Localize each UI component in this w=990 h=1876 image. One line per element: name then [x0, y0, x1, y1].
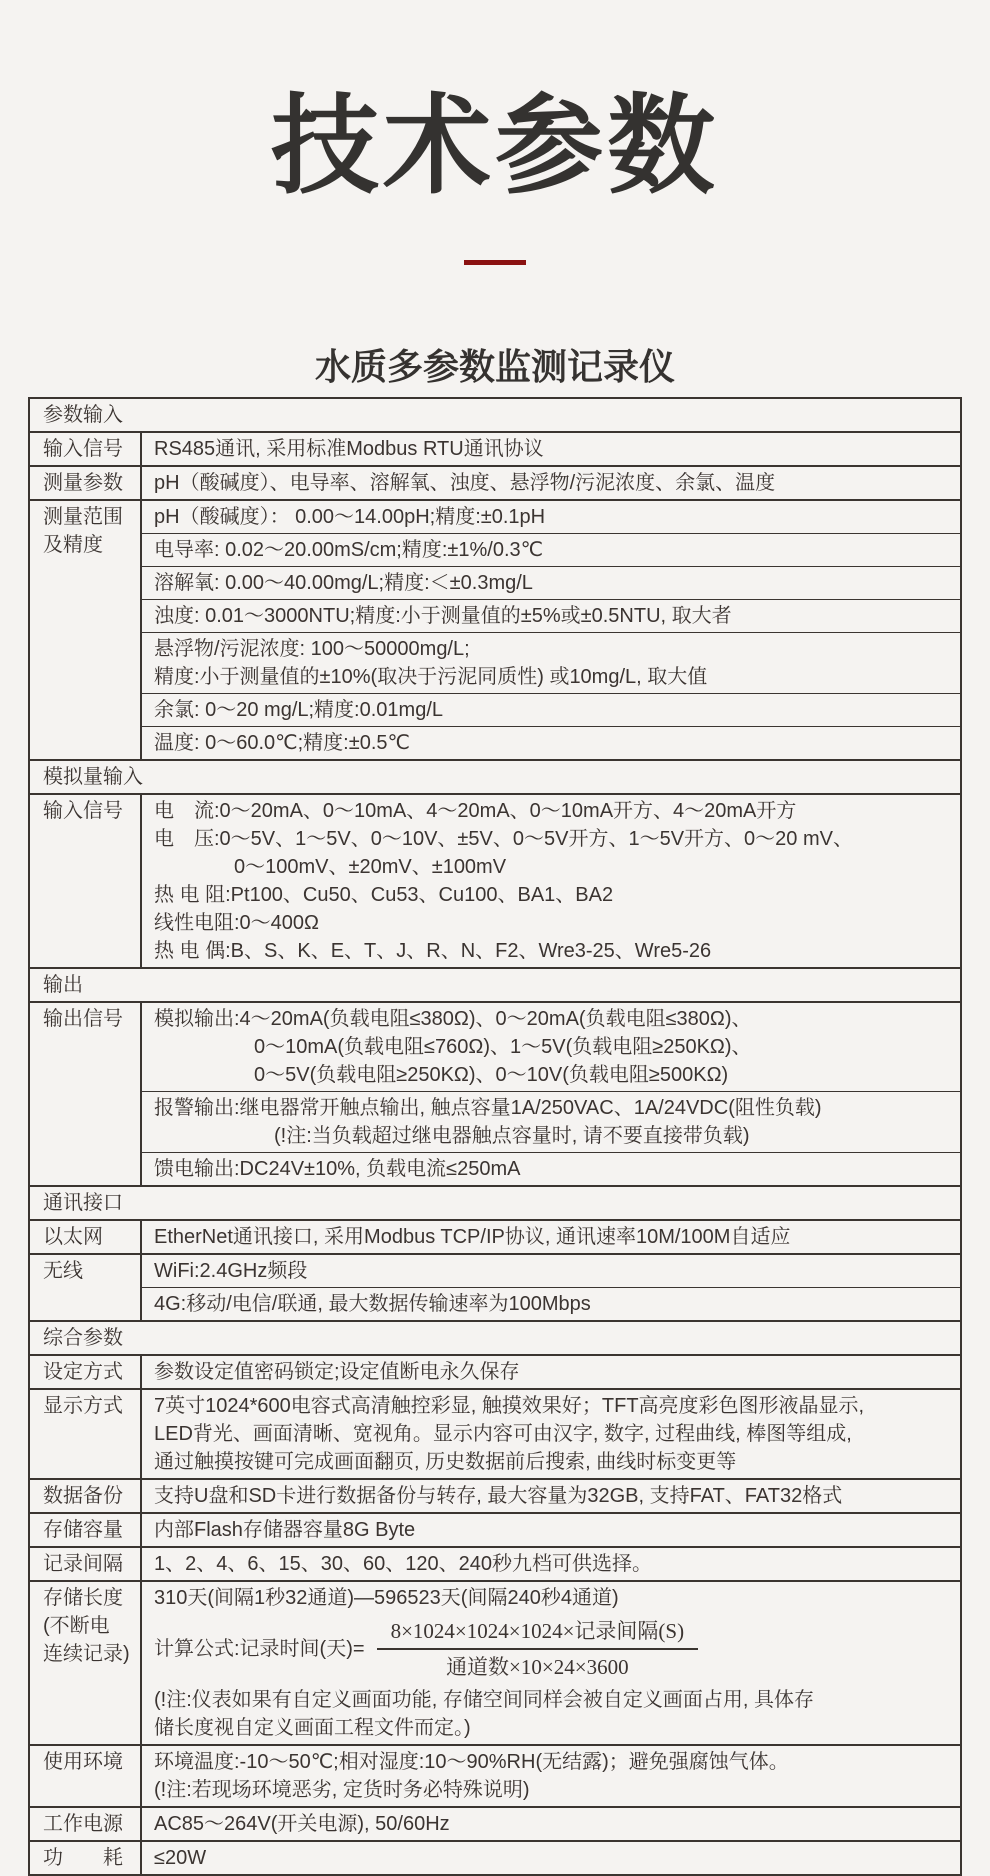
row-label: [30, 1842, 142, 1874]
spec-line: (!注:仪表如果有自定义画面功能, 存储空间同样会被自定义画面占用, 具体存: [154, 1689, 814, 1712]
formula-denominator: 通道数×10×24×3600: [446, 1655, 629, 1680]
spec-row: [30, 1219, 960, 1253]
section-row: [30, 399, 960, 431]
spec-line: 0～10mA(负载电阻≤760Ω)、1～5V(负载电阻≥250KΩ)、: [154, 1036, 752, 1059]
row-label-line: 以太网: [43, 1226, 103, 1249]
formula-line: [154, 1612, 954, 1686]
row-label-line: 测量参数: [43, 472, 123, 495]
section-title: 参数输入: [43, 404, 123, 427]
section-title: 模拟量输入: [43, 766, 143, 789]
spec-line: 模拟输出:4～20mA(负载电阻≤380Ω)、0～20mA(负载电阻≤380Ω)、: [154, 1008, 752, 1031]
spec-cell: [142, 1152, 960, 1185]
row-label: [30, 1808, 142, 1840]
spec-line: 310天(间隔1秒32通道)—596523天(间隔240秒4通道): [154, 1587, 619, 1610]
spec-cell: [142, 1480, 960, 1512]
spec-line: LED背光、画面清晰、宽视角。显示内容可由汉字, 数字, 过程曲线, 棒图等组成,: [154, 1423, 852, 1446]
spec-line: 浊度: 0.01～3000NTU;精度:小于测量值的±5%或±0.5NTU, 取大者: [154, 605, 732, 628]
row-label-line: 无线: [43, 1260, 83, 1283]
spec-line: 热 电 偶:B、S、K、E、T、J、R、N、F2、Wre3-25、Wre5-26: [154, 940, 712, 963]
spec-line: (!注:当负载超过继电器触点容量时, 请不要直接带负载): [154, 1125, 750, 1148]
spec-cell: [142, 566, 960, 599]
row-label-line: 存储长度: [43, 1587, 123, 1610]
row-label: [30, 467, 142, 499]
spec-line: 报警输出:继电器常开触点输出, 触点容量1A/250VAC、1A/24VDC(阻性负载): [154, 1097, 822, 1120]
spec-line: pH（酸碱度）： 0.00～14.00pH;精度:±0.1pH: [154, 506, 546, 529]
spec-row: [30, 1546, 960, 1580]
row-cells: [142, 501, 960, 759]
product-subtitle: 水质多参数监测记录仪: [314, 346, 675, 388]
formula-fraction: [377, 1618, 699, 1680]
spec-table: [28, 397, 962, 1876]
row-label: [30, 1548, 142, 1580]
section-row: [30, 1185, 960, 1219]
page-title: 技术参数: [270, 85, 719, 206]
spec-line: 余氯: 0～20 mg/L;精度:0.01mg/L: [154, 699, 444, 722]
section-row: [30, 759, 960, 793]
spec-cell: [142, 1808, 960, 1840]
spec-row: [30, 465, 960, 499]
spec-line: 线性电阻:0～400Ω: [154, 912, 319, 935]
row-label-line: 设定方式: [43, 1361, 123, 1384]
spec-cell: [142, 1255, 960, 1287]
spec-row: [30, 1388, 960, 1478]
spec-row: [30, 499, 960, 759]
row-label: [30, 1390, 142, 1478]
section-title: 通讯接口: [43, 1192, 123, 1215]
row-cells: [142, 1582, 960, 1744]
spec-cell: [142, 467, 960, 499]
spec-line: WiFi:2.4GHz频段: [154, 1260, 308, 1283]
spec-row: [30, 1806, 960, 1840]
spec-line: 环境温度:-10～50℃;相对湿度:10～90%RH(无结露)；避免强腐蚀气体。: [154, 1751, 789, 1774]
spec-row: [30, 1478, 960, 1512]
row-label-line: 工作电源: [43, 1813, 123, 1836]
formula-prefix: 计算公式:记录时间(天)=: [154, 1638, 365, 1661]
row-label: [30, 1255, 142, 1320]
row-label-line: 及精度: [43, 534, 103, 557]
spec-row: [30, 1354, 960, 1388]
row-cells: [142, 1842, 960, 1874]
spec-cell: [142, 1091, 960, 1152]
spec-line: 参数设定值密码锁定;设定值断电永久保存: [154, 1361, 520, 1384]
section-row: [30, 967, 960, 1001]
row-label-line: (不断电: [43, 1615, 110, 1638]
row-cells: [142, 1356, 960, 1388]
row-label-line: 记录间隔: [43, 1553, 123, 1576]
spec-line: 热 电 阻:Pt100、Cu50、Cu53、Cu100、BA1、BA2: [154, 884, 614, 907]
spec-line: AC85～264V(开关电源), 50/60Hz: [154, 1813, 450, 1836]
row-label-line: 输入信号: [43, 800, 123, 823]
spec-cell: [142, 599, 960, 632]
row-label: [30, 1746, 142, 1806]
spec-cell: [142, 501, 960, 533]
spec-cell: [142, 726, 960, 759]
spec-cell: [142, 795, 960, 967]
row-label-line: 数据备份: [43, 1485, 123, 1508]
row-label-line: 使用环境: [43, 1751, 123, 1774]
spec-line: 0～5V(负载电阻≥250KΩ)、0～10V(负载电阻≥500KΩ): [154, 1064, 729, 1087]
row-label-line: 显示方式: [43, 1395, 123, 1418]
spec-line: 4G:移动/电信/联通, 最大数据传输速率为100Mbps: [154, 1293, 591, 1316]
row-cells: [142, 467, 960, 499]
spec-line: 通过触摸按键可完成画面翻页, 历史数据前后搜索, 曲线时标变更等: [154, 1451, 737, 1474]
section-row: [30, 1320, 960, 1354]
section-title: 综合参数: [43, 1327, 123, 1350]
section-title: 输出: [43, 974, 83, 997]
row-label: [30, 1514, 142, 1546]
row-cells: [142, 795, 960, 967]
spec-line: 馈电输出:DC24V±10%, 负载电流≤250mA: [154, 1158, 521, 1181]
spec-row: [30, 1253, 960, 1320]
spec-line: 温度: 0～60.0℃;精度:±0.5℃: [154, 732, 410, 755]
spec-cell: [142, 1287, 960, 1320]
spec-line: 7英寸1024*600电容式高清触控彩显, 触摸效果好；TFT高亮度彩色图形液晶显示,: [154, 1395, 865, 1418]
spec-line: pH（酸碱度）、电导率、溶解氧、浊度、悬浮物/污泥浓度、余氯、温度: [154, 472, 776, 495]
spec-line: 悬浮物/污泥浓度: 100～50000mg/L;: [154, 638, 470, 661]
row-label-line: 存储容量: [43, 1519, 123, 1542]
spec-cell: [142, 1582, 960, 1744]
row-cells: [142, 433, 960, 465]
row-label-line: 测量范围: [43, 506, 123, 529]
spec-row: [30, 1840, 960, 1874]
spec-line: 电导率: 0.02～20.00mS/cm;精度:±1%/0.3℃: [154, 539, 544, 562]
spec-line: (!注:若现场环境恶劣, 定货时务必特殊说明): [154, 1779, 530, 1802]
spec-line: EtherNet通讯接口, 采用Modbus TCP/IP协议, 通讯速率10M/100M自适应: [154, 1226, 791, 1249]
spec-cell: [142, 533, 960, 566]
row-cells: [142, 1390, 960, 1478]
row-label: [30, 1003, 142, 1185]
spec-line: 0～100mV、±20mV、±100mV: [154, 856, 507, 879]
row-cells: [142, 1255, 960, 1320]
row-label-line: 输出信号: [43, 1008, 123, 1031]
spec-line: 溶解氧: 0.00～40.00mg/L;精度:＜±0.3mg/L: [154, 572, 533, 595]
row-label: [30, 795, 142, 967]
row-label-line: 功 耗: [43, 1847, 123, 1870]
spec-line: ≤20W: [154, 1847, 207, 1870]
spec-line: 储长度视自定义画面工程文件而定。): [154, 1717, 471, 1740]
formula-numerator: 8×1024×1024×1024×记录间隔(S): [377, 1618, 699, 1650]
row-cells: [142, 1003, 960, 1185]
row-label-line: 连续记录): [43, 1643, 130, 1666]
spec-cell: [142, 693, 960, 726]
spec-cell: [142, 1003, 960, 1091]
spec-cell: [142, 1514, 960, 1546]
spec-row: [30, 1001, 960, 1185]
spec-cell: [142, 1356, 960, 1388]
spec-row: [30, 1512, 960, 1546]
spec-cell: [142, 1221, 960, 1253]
spec-line: 电 压:0～5V、1～5V、0～10V、±5V、0～5V开方、1～5V开方、0～20 mV、: [154, 828, 853, 851]
row-cells: [142, 1221, 960, 1253]
row-cells: [142, 1514, 960, 1546]
spec-line: 内部Flash存储器容量8G Byte: [154, 1519, 416, 1542]
row-label: [30, 1221, 142, 1253]
spec-cell: [142, 632, 960, 693]
spec-line: 支持U盘和SD卡进行数据备份与转存, 最大容量为32GB, 支持FAT、FAT32格式: [154, 1485, 843, 1508]
spec-row: [30, 431, 960, 465]
spec-cell: [142, 1548, 960, 1580]
row-label-line: 输入信号: [43, 438, 123, 461]
spec-cell: [142, 433, 960, 465]
row-cells: [142, 1548, 960, 1580]
spec-cell: [142, 1842, 960, 1874]
row-label: [30, 433, 142, 465]
spec-line: 电 流:0～20mA、0～10mA、4～20mA、0～10mA开方、4～20mA开方: [154, 800, 797, 823]
row-label: [30, 501, 142, 759]
row-cells: [142, 1480, 960, 1512]
row-label: [30, 1356, 142, 1388]
spec-line: 1、2、4、6、15、30、60、120、240秒九档可供选择。: [154, 1553, 652, 1576]
row-cells: [142, 1746, 960, 1806]
spec-line: RS485通讯, 采用标准Modbus RTU通讯协议: [154, 438, 544, 461]
row-cells: [142, 1808, 960, 1840]
row-label: [30, 1480, 142, 1512]
row-label: [30, 1582, 142, 1744]
spec-line: 精度:小于测量值的±10%(取决于污泥同质性) 或10mg/L, 取大值: [154, 666, 708, 689]
spec-cell: [142, 1390, 960, 1478]
spec-row: [30, 793, 960, 967]
spec-row: [30, 1580, 960, 1744]
spec-cell: [142, 1746, 960, 1806]
red-divider: [464, 260, 526, 265]
spec-row: [30, 1744, 960, 1806]
